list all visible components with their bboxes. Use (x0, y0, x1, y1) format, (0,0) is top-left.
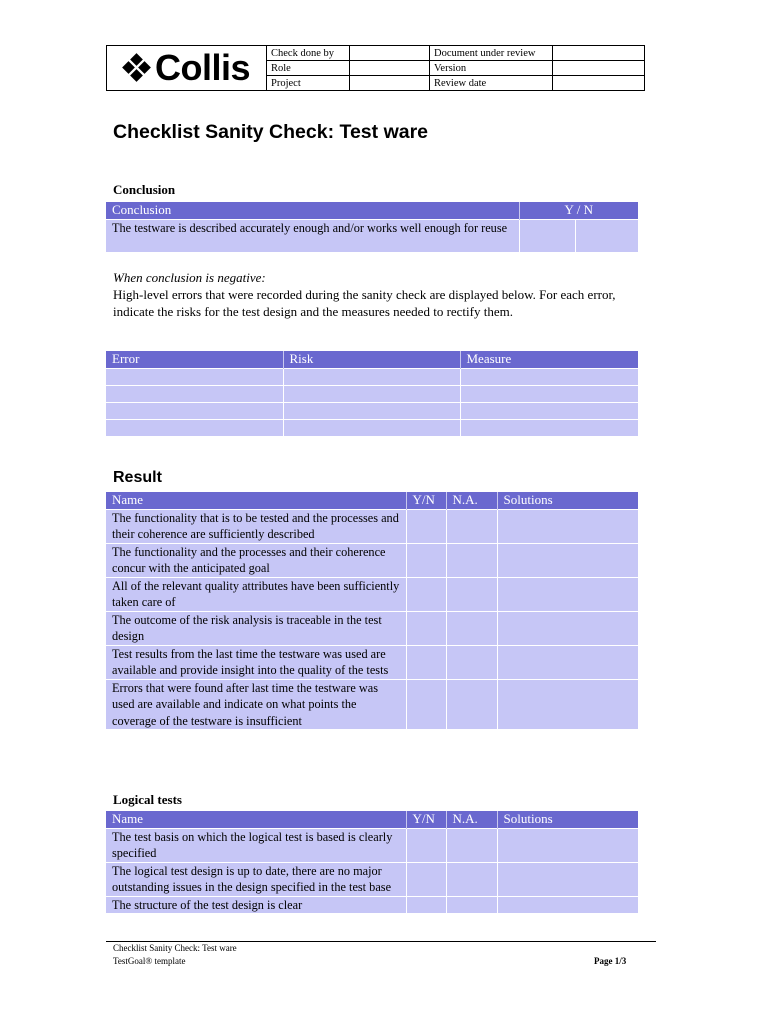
table-row (106, 862, 638, 896)
check-item: The outcome of the risk analysis is traceable in the test design (106, 611, 406, 645)
review-date-label: Review date (430, 76, 553, 91)
check-item: The test basis on which the logical test is based is clearly specified (106, 828, 406, 862)
table-row (106, 896, 638, 913)
table-row (106, 543, 638, 577)
solutions-cell[interactable] (497, 862, 638, 896)
yn-col-header: Y/N (406, 492, 446, 509)
check-item: Test results from the last time the testware was used are available and provide insight into the quality of the tests (106, 645, 406, 679)
conclusion-heading: Conclusion (113, 182, 176, 197)
na-col-header: N.A. (446, 811, 497, 828)
na-cell[interactable] (446, 862, 497, 896)
role-value[interactable] (350, 61, 430, 76)
check-done-by-value[interactable] (350, 46, 430, 61)
error-row (106, 419, 638, 436)
table-row (106, 645, 638, 679)
na-cell[interactable] (446, 509, 497, 543)
document-under-review-value[interactable] (553, 46, 645, 61)
check-item: The functionality and the processes and their coherence concur with the anticipated goal (106, 543, 406, 577)
solutions-cell[interactable] (497, 543, 638, 577)
error-cell[interactable] (106, 385, 283, 402)
yn-cell[interactable] (406, 509, 446, 543)
yn-cell[interactable] (406, 862, 446, 896)
na-cell[interactable] (446, 577, 497, 611)
check-item: Errors that were found after last time the testware was used are available and indicate on what points the coverage of the testware is insufficient (106, 679, 406, 729)
check-item: All of the relevant quality attributes have been sufficiently taken care of (106, 577, 406, 611)
solutions-col-header: Solutions (497, 811, 638, 828)
project-label: Project (267, 76, 350, 91)
na-cell[interactable] (446, 896, 497, 913)
na-col-header: N.A. (446, 492, 497, 509)
na-cell[interactable] (446, 645, 497, 679)
solutions-cell[interactable] (497, 509, 638, 543)
error-col-header: Error (106, 351, 283, 368)
risk-col-header: Risk (283, 351, 460, 368)
error-cell[interactable] (106, 368, 283, 385)
conclusion-y-cell[interactable] (519, 219, 575, 252)
negative-conclusion-note (113, 269, 653, 320)
logo-text: Collis (154, 47, 250, 88)
yn-col-header: Y / N (519, 202, 638, 219)
negative-note-label: When conclusion is negative: (113, 270, 266, 285)
logo (107, 46, 267, 91)
check-item: The functionality that is to be tested and the processes and their coherence are sufficiently described (106, 509, 406, 543)
risk-cell[interactable] (283, 368, 460, 385)
footer-doc-name: Checklist Sanity Check: Test ware (113, 943, 237, 953)
footer-divider (106, 941, 656, 942)
solutions-cell[interactable] (497, 828, 638, 862)
negative-note-text: High-level errors that were recorded during the sanity check are displayed below. For each error, indicate the risks for the test design and the measures needed to rectify them. (113, 287, 616, 319)
name-col-header: Name (106, 492, 406, 509)
solutions-cell[interactable] (497, 577, 638, 611)
risk-cell[interactable] (283, 402, 460, 419)
table-row (106, 509, 638, 543)
measure-col-header: Measure (460, 351, 638, 368)
measure-cell[interactable] (460, 402, 638, 419)
risk-cell[interactable] (283, 419, 460, 436)
table-row (106, 611, 638, 645)
collis-diamond-icon (123, 54, 151, 82)
document-under-review-label: Document under review (430, 46, 553, 61)
error-table (106, 351, 638, 436)
solutions-cell[interactable] (497, 679, 638, 729)
measure-cell[interactable] (460, 419, 638, 436)
review-date-value[interactable] (553, 76, 645, 91)
result-table (106, 492, 638, 729)
yn-cell[interactable] (406, 896, 446, 913)
table-row (106, 828, 638, 862)
yn-cell[interactable] (406, 645, 446, 679)
yn-col-header: Y/N (406, 811, 446, 828)
na-cell[interactable] (446, 611, 497, 645)
yn-cell[interactable] (406, 828, 446, 862)
check-item: The structure of the test design is clear (106, 896, 406, 913)
project-value[interactable] (350, 76, 430, 91)
solutions-col-header: Solutions (497, 492, 638, 509)
check-done-by-label: Check done by (267, 46, 350, 61)
error-row (106, 385, 638, 402)
name-col-header: Name (106, 811, 406, 828)
document-header (106, 45, 645, 91)
na-cell[interactable] (446, 828, 497, 862)
logical-tests-table (106, 811, 638, 913)
risk-cell[interactable] (283, 385, 460, 402)
error-cell[interactable] (106, 402, 283, 419)
na-cell[interactable] (446, 679, 497, 729)
measure-cell[interactable] (460, 385, 638, 402)
check-item: The logical test design is up to date, there are no major outstanding issues in the design specified in the test base (106, 862, 406, 896)
role-label: Role (267, 61, 350, 76)
measure-cell[interactable] (460, 368, 638, 385)
error-row (106, 368, 638, 385)
version-value[interactable] (553, 61, 645, 76)
solutions-cell[interactable] (497, 611, 638, 645)
page-number: Page 1/3 (594, 956, 627, 966)
solutions-cell[interactable] (497, 896, 638, 913)
logical-tests-heading: Logical tests (113, 792, 182, 807)
table-row (106, 679, 638, 729)
table-row (106, 577, 638, 611)
error-row (106, 402, 638, 419)
na-cell[interactable] (446, 543, 497, 577)
error-cell[interactable] (106, 419, 283, 436)
conclusion-table (106, 202, 638, 252)
yn-cell[interactable] (406, 679, 446, 729)
yn-cell[interactable] (406, 611, 446, 645)
result-heading: Result (113, 469, 162, 486)
conclusion-n-cell[interactable] (575, 219, 638, 252)
solutions-cell[interactable] (497, 645, 638, 679)
yn-cell[interactable] (406, 543, 446, 577)
conclusion-statement: The testware is described accurately enough and/or works well enough for reuse (106, 219, 519, 252)
page-title: Checklist Sanity Check: Test ware (113, 121, 429, 143)
version-label: Version (430, 61, 553, 76)
footer-template: TestGoal® template (113, 956, 186, 966)
yn-cell[interactable] (406, 577, 446, 611)
conclusion-col-header: Conclusion (106, 202, 519, 219)
